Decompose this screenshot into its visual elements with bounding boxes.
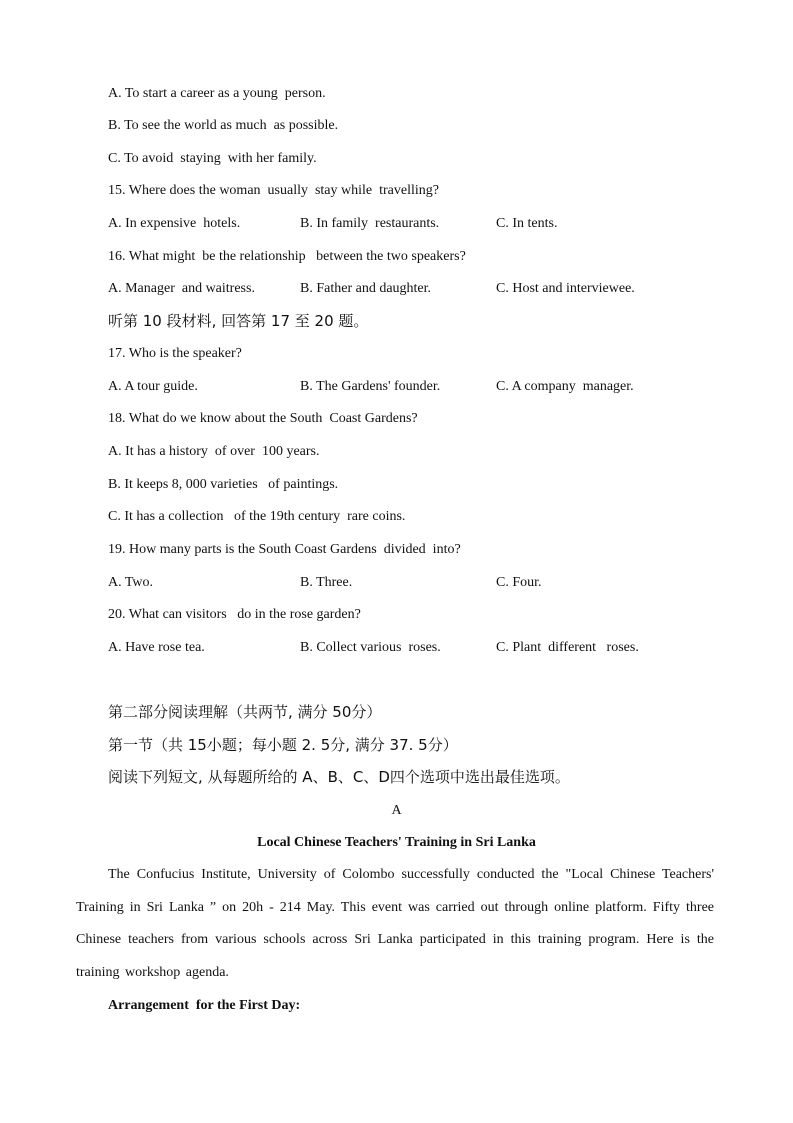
q16-question: 16. What might be the relationship between the two speakers? bbox=[108, 249, 466, 264]
q17-option-c: C. A company manager. bbox=[496, 379, 634, 394]
passage-letter: A bbox=[391, 803, 402, 818]
q14-option-b: B. To see the world as much as possible. bbox=[108, 118, 339, 133]
q17-option-b: B. The Gardens' founder. bbox=[300, 379, 441, 394]
reading-section-title: 第一节（共 15小题；每小题 2. 5分, 满分 37. 5分） bbox=[108, 736, 458, 754]
q19-option-a: A. Two. bbox=[108, 575, 154, 590]
reading-part-title: 第二部分阅读理解（共两节, 满分 50分） bbox=[108, 703, 382, 721]
q18-option-c: C. It has a collection of the 19th century rare coins. bbox=[108, 509, 406, 524]
q20-option-c: C. Plant different roses. bbox=[496, 640, 639, 655]
q15-option-a: A. In expensive hotels. bbox=[108, 216, 241, 231]
q19-option-c: C. Four. bbox=[496, 575, 542, 590]
q20-option-a: A. Have rose tea. bbox=[108, 640, 205, 655]
q19-option-b: B. Three. bbox=[300, 575, 353, 590]
q18-option-b: B. It keeps 8, 000 varieties of paintings. bbox=[108, 477, 339, 492]
passage-paragraph: The Confucius Institute, University of Colombo successfully conducted the "Local Chinese Teachers' Training in Sri Lanka ” on 20h - 214 May. This event was carried out through online platform. Fifty three Chinese teachers from various schools across Sri Lanka participated in this training program. Here is the training workshop agenda. bbox=[76, 867, 714, 980]
q15-question: 15. Where does the woman usually stay while travelling? bbox=[108, 183, 439, 198]
agenda-subheading: Arrangement for the First Day: bbox=[108, 998, 301, 1013]
q16-option-b: B. Father and daughter. bbox=[300, 281, 432, 296]
q14-option-a: A. To start a career as a young person. bbox=[108, 86, 326, 101]
q18-question: 18. What do we know about the South Coast Gardens? bbox=[108, 411, 418, 426]
q16-option-c: C. Host and interviewee. bbox=[496, 281, 635, 296]
reading-instruction: 阅读下列短文, 从每题所给的 A、B、C、D四个选项中选出最佳选项。 bbox=[108, 768, 570, 786]
q19-question: 19. How many parts is the South Coast Gardens divided into? bbox=[108, 542, 461, 557]
q17-question: 17. Who is the speaker? bbox=[108, 346, 242, 361]
section10-instruction: 听第 10 段材料, 回答第 17 至 20 题。 bbox=[108, 312, 369, 330]
passage-title: Local Chinese Teachers' Training in Sri Lanka bbox=[257, 835, 536, 850]
q14-option-c: C. To avoid staying with her family. bbox=[108, 151, 317, 166]
q15-option-b: B. In family restaurants. bbox=[300, 216, 440, 231]
q18-option-a: A. It has a history of over 100 years. bbox=[108, 444, 320, 459]
q20-question: 20. What can visitors do in the rose garden? bbox=[108, 607, 361, 622]
q17-option-a: A. A tour guide. bbox=[108, 379, 198, 394]
q15-option-c: C. In tents. bbox=[496, 216, 558, 231]
q20-option-b: B. Collect various roses. bbox=[300, 640, 441, 655]
q16-option-a: A. Manager and waitress. bbox=[108, 281, 255, 296]
